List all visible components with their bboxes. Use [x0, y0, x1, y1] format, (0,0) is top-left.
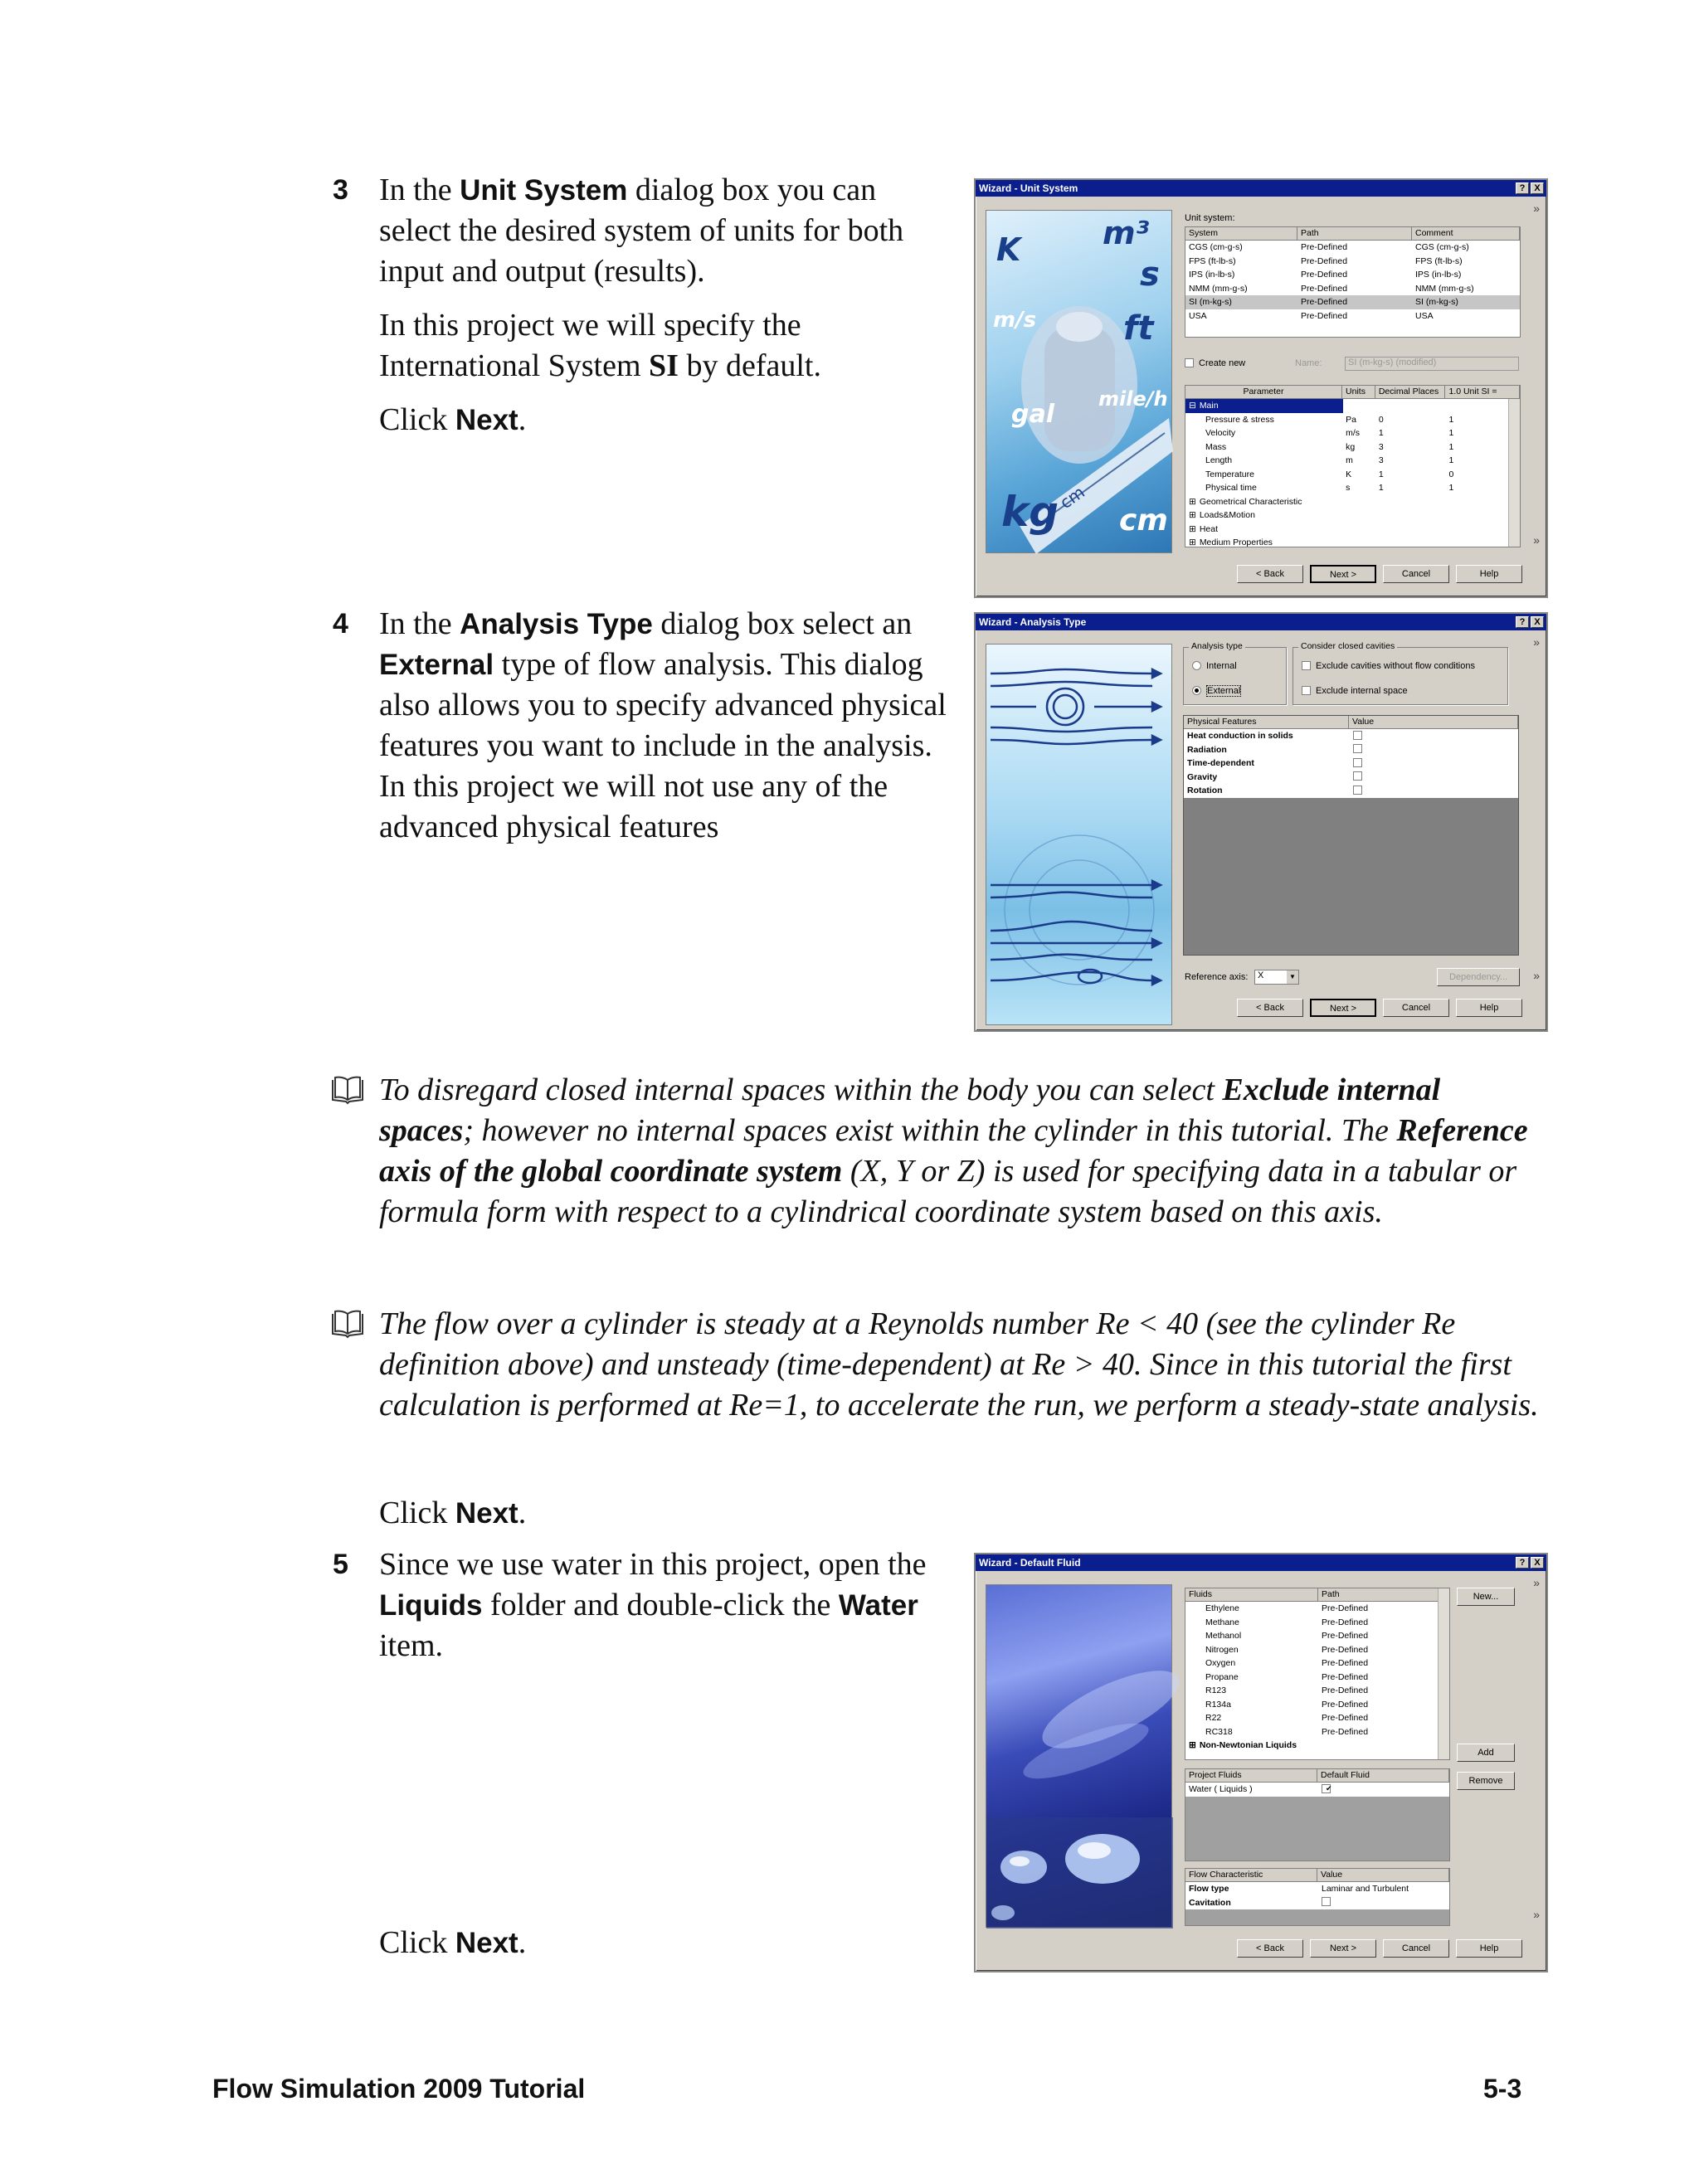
list-item[interactable]: Methane Pre-Defined	[1205, 1617, 1369, 1627]
close-icon[interactable]: X	[1531, 182, 1544, 194]
feature-row[interactable]: Heat conduction in solids	[1184, 729, 1518, 743]
table-row[interactable]: Pressure & stress Pa 0 1	[1205, 414, 1454, 425]
dialog-title: Wizard - Unit System	[979, 182, 1078, 194]
group-row[interactable]: ⊞ Geometrical Characteristic	[1189, 496, 1302, 507]
chevron-down-icon[interactable]: ▼	[1287, 970, 1298, 984]
step-number: 4	[333, 608, 348, 640]
new-fluid-button[interactable]: New...	[1457, 1588, 1515, 1606]
unit-label: mile/h	[1098, 387, 1168, 411]
step-5-click-next: Click Next.	[379, 1925, 527, 1960]
step-3-paragraph-2: In this project we will specify the International System SI by default.	[379, 308, 821, 383]
checkbox-icon[interactable]	[1185, 358, 1194, 367]
feature-row[interactable]: Radiation	[1184, 743, 1518, 757]
book-icon	[331, 1309, 364, 1337]
feature-row[interactable]: Rotation	[1184, 784, 1518, 798]
expand-icon[interactable]: »	[1533, 1908, 1540, 1921]
note-steady-flow: The flow over a cylinder is steady at a Reynolds number Re < 40 (see the cylinder Re definition above) and unsteady (time-dependent) at Re > 40. Since in this tutorial the first calculation is performed at Re=1, to accelerate the run, we perform a steady-state analysis.	[379, 1304, 1541, 1426]
column-header[interactable]: Decimal Places	[1375, 386, 1446, 398]
column-header[interactable]: Project Fluids	[1185, 1769, 1317, 1782]
reference-axis-label: Reference axis:	[1185, 972, 1249, 982]
column-header[interactable]: Units	[1342, 386, 1375, 398]
group-row[interactable]: ⊞ Loads&Motion	[1189, 510, 1255, 520]
cancel-button[interactable]: Cancel	[1383, 565, 1449, 583]
remove-button[interactable]: Remove	[1457, 1772, 1515, 1790]
table-row[interactable]: IPS (in-lb-s) Pre-Defined IPS (in-lb-s)	[1189, 270, 1462, 280]
step-number: 3	[333, 174, 348, 206]
table-row[interactable]: CGS (cm-g-s) Pre-Defined CGS (cm-g-s)	[1189, 242, 1469, 252]
step-3-click-next: Click Next.	[379, 402, 527, 437]
step-5-paragraph: Since we use water in this project, open the Liquids folder and double-click the Water item.	[379, 1547, 927, 1663]
flow-around-cylinder-picture	[986, 644, 1173, 1026]
list-item[interactable]: Methanol Pre-Defined	[1205, 1631, 1369, 1641]
unit-label: kg	[1001, 488, 1059, 536]
column-header[interactable]: Value	[1317, 1869, 1449, 1881]
note-closed-spaces: To disregard closed internal spaces within the body you can select Exclude internal spaces; however no internal spaces exist within the cylinder in this tutorial. The Reference axis of the global coordinate system (X, Y or Z) is used for specifying data in a tabular or formula form with respect to a cylindrical coordinate system based on this axis.	[379, 1070, 1541, 1233]
unit-label: s	[1140, 255, 1160, 294]
expand-icon[interactable]: »	[1533, 533, 1540, 547]
add-button[interactable]: Add	[1457, 1744, 1515, 1762]
column-header[interactable]: 1.0 Unit SI =	[1445, 386, 1520, 398]
list-item[interactable]: Propane Pre-Defined	[1205, 1671, 1369, 1682]
help-icon[interactable]: ?	[1516, 616, 1529, 628]
physical-features-panel	[1183, 715, 1519, 956]
step-number: 5	[333, 1549, 348, 1580]
back-button[interactable]: < Back	[1237, 1939, 1303, 1958]
water-drops-illustration	[986, 1584, 1172, 1928]
dialog-title-bar	[976, 180, 1546, 197]
expand-icon[interactable]: »	[1533, 202, 1540, 215]
vertical-scrollbar[interactable]	[1508, 399, 1520, 547]
column-header[interactable]: Value	[1349, 716, 1518, 728]
closed-cavities-group: Consider closed cavities Exclude cavities without flow conditions Exclude internal space	[1293, 647, 1508, 705]
table-row[interactable]: USA Pre-Defined USA	[1189, 310, 1434, 321]
next-button[interactable]: Next >	[1310, 1939, 1376, 1958]
page-number: 5-3	[1483, 2074, 1522, 2104]
next-button[interactable]: Next >	[1310, 999, 1376, 1017]
table-row[interactable]: Flow type Laminar and Turbulent	[1185, 1882, 1449, 1896]
collapse-icon[interactable]: ⊟	[1189, 401, 1196, 411]
feature-row[interactable]: Gravity	[1184, 771, 1518, 785]
cancel-button[interactable]: Cancel	[1383, 1939, 1449, 1958]
next-button[interactable]: Next >	[1310, 565, 1376, 583]
table-row[interactable]: Cavitation	[1185, 1896, 1449, 1910]
table-row[interactable]: Physical time s 1 1	[1205, 483, 1454, 493]
table-row[interactable]: FPS (ft-lb-s) Pre-Defined FPS (ft-lb-s)	[1189, 255, 1463, 266]
unit-label: cm	[1056, 481, 1088, 513]
unit-system-label: Unit system:	[1185, 213, 1235, 223]
back-button[interactable]: < Back	[1237, 999, 1303, 1017]
vertical-scrollbar[interactable]	[1438, 1588, 1449, 1759]
step-3-paragraph-1: In the Unit System dialog box you can select the desired system of units for both input and output (results).	[379, 173, 904, 289]
column-header[interactable]: System	[1185, 227, 1297, 240]
parameter-table[interactable]	[1185, 385, 1521, 547]
help-button[interactable]: Help	[1456, 999, 1522, 1017]
exclude-internal-space-checkbox[interactable]: Exclude internal space	[1302, 686, 1408, 696]
unit-label: K	[996, 231, 1021, 268]
group-row[interactable]: ⊞ Heat	[1189, 523, 1218, 534]
dialog-title-bar	[976, 614, 1546, 630]
internal-radio[interactable]: Internal	[1192, 661, 1237, 671]
click-next-middle: Click Next.	[379, 1496, 527, 1530]
close-icon[interactable]: X	[1531, 1557, 1544, 1569]
footer-title: Flow Simulation 2009 Tutorial	[212, 2074, 586, 2104]
exclude-cavities-checkbox[interactable]: Exclude cavities without flow conditions	[1302, 661, 1475, 671]
column-header[interactable]: Default Fluid	[1317, 1769, 1449, 1782]
column-header[interactable]: Physical Features	[1184, 716, 1349, 728]
units-illustration	[986, 210, 1172, 553]
table-row[interactable]: Temperature K 1 0	[1205, 469, 1454, 479]
help-icon[interactable]: ?	[1516, 1557, 1529, 1569]
water-drops-picture	[986, 1585, 1173, 1929]
dependency-button[interactable]: Dependency...	[1437, 968, 1520, 986]
help-button[interactable]: Help	[1456, 1939, 1522, 1958]
create-new-checkbox[interactable]: Create new	[1185, 358, 1245, 368]
reference-axis-select[interactable]: X ▼	[1254, 970, 1299, 985]
feature-row[interactable]: Time-dependent	[1184, 756, 1518, 771]
column-header[interactable]: Path	[1318, 1588, 1439, 1601]
step-3-text	[333, 170, 952, 454]
step-4-text	[333, 604, 960, 861]
list-item[interactable]: R134a Pre-Defined	[1205, 1699, 1369, 1710]
list-item[interactable]: RC318 Pre-Defined	[1205, 1726, 1369, 1737]
unit-system-dialog	[974, 178, 1548, 598]
group-row[interactable]: ⊞ Non-Newtonian Liquids	[1189, 1740, 1297, 1750]
flow-lines-illustration	[986, 644, 1172, 1025]
name-label: Name:	[1295, 358, 1322, 368]
column-header[interactable]: Flow Characteristic	[1185, 1869, 1317, 1881]
dialog-title-bar	[976, 1554, 1546, 1571]
back-button[interactable]: < Back	[1237, 565, 1303, 583]
expand-icon[interactable]: »	[1533, 969, 1540, 982]
checkmark-icon[interactable]: ✔	[1322, 1784, 1331, 1793]
unit-label: ft	[1123, 309, 1154, 348]
table-row[interactable]: Mass kg 3 1	[1205, 441, 1454, 452]
column-header[interactable]: Fluids	[1185, 1588, 1318, 1601]
analysis-type-group: Analysis type Internal External	[1183, 647, 1287, 705]
column-header[interactable]: Comment	[1412, 227, 1520, 240]
list-item[interactable]: Ethylene Pre-Defined	[1205, 1603, 1369, 1613]
book-icon	[331, 1075, 364, 1103]
fluids-list[interactable]	[1185, 1588, 1450, 1760]
group-row[interactable]: ⊞ Medium Properties	[1189, 537, 1273, 547]
analysis-type-dialog	[974, 612, 1548, 1032]
list-item[interactable]: Oxygen Pre-Defined	[1205, 1658, 1369, 1668]
main-group-row[interactable]: ⊟ Main	[1185, 399, 1343, 413]
table-row[interactable]: Length m 3 1	[1205, 455, 1454, 465]
default-fluid-dialog	[974, 1553, 1548, 1972]
name-input[interactable]: SI (m-kg-s) (modified)	[1345, 357, 1519, 371]
help-button[interactable]: Help	[1456, 565, 1522, 583]
weight-and-ruler-picture	[986, 211, 1173, 554]
column-header[interactable]: Parameter	[1185, 386, 1342, 398]
list-item[interactable]: R22 Pre-Defined	[1205, 1713, 1369, 1723]
table-row[interactable]: NMM (mm-g-s) Pre-Defined NMM (mm-g-s)	[1189, 283, 1474, 294]
column-header[interactable]: Path	[1297, 227, 1412, 240]
external-radio[interactable]: External	[1192, 686, 1241, 696]
project-fluids-table[interactable]	[1185, 1768, 1450, 1861]
expand-icon[interactable]: »	[1533, 1576, 1540, 1589]
help-icon[interactable]: ?	[1516, 182, 1529, 194]
close-icon[interactable]: X	[1531, 616, 1544, 628]
unit-system-list[interactable]	[1185, 226, 1521, 338]
table-row[interactable]: Water ( Liquids ) ✔	[1185, 1783, 1449, 1797]
list-item[interactable]: R123 Pre-Defined	[1205, 1685, 1369, 1695]
unit-label: cm	[1119, 503, 1168, 537]
unit-label: m/s	[993, 308, 1037, 333]
expand-icon[interactable]: »	[1533, 635, 1540, 649]
list-item[interactable]: Nitrogen Pre-Defined	[1205, 1644, 1369, 1655]
flow-characteristic-table[interactable]	[1185, 1868, 1450, 1926]
unit-label: m³	[1103, 215, 1150, 251]
dialog-title: Wizard - Default Fluid	[979, 1557, 1081, 1569]
cancel-button[interactable]: Cancel	[1383, 999, 1449, 1017]
dialog-title: Wizard - Analysis Type	[979, 616, 1087, 628]
table-row[interactable]: Velocity m/s 1 1	[1205, 428, 1454, 438]
step-4-paragraph: In the Analysis Type dialog box select an External type of flow analysis. This dialog also allows you to specify advanced physical features you want to include in the analysis. In this project we will not use any of the advanced physical features	[379, 606, 947, 844]
unit-label: gal	[1011, 400, 1055, 429]
table-row-selected[interactable]: SI (m-kg-s) Pre-Defined SI (m-kg-s)	[1185, 295, 1520, 309]
step-5-text	[333, 1544, 943, 1680]
